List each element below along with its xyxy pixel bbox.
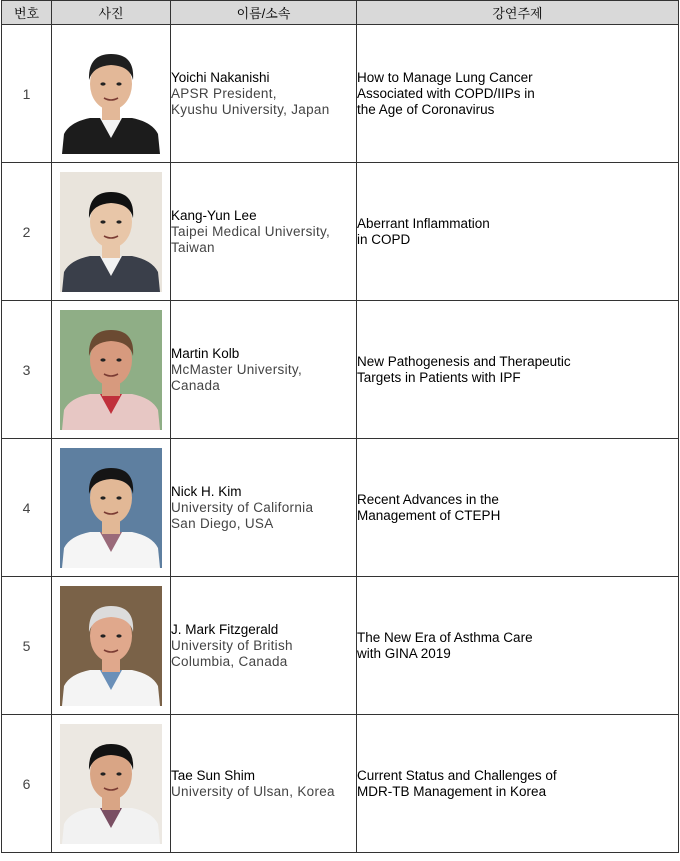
- speaker-affiliation-line: University of British: [171, 637, 293, 653]
- topic-line: Associated with COPD/IIPs in: [357, 85, 535, 101]
- speaker-photo-cell: [52, 301, 171, 439]
- portrait-eye-right: [116, 496, 121, 499]
- speaker-affiliation-line: Taipei Medical University,: [171, 223, 331, 239]
- row-number: 5: [2, 577, 52, 715]
- row-number: 3: [2, 301, 52, 439]
- speaker-photo-cell: [52, 163, 171, 301]
- lecture-topic-cell: [357, 25, 679, 163]
- topic-line: in COPD: [357, 231, 411, 247]
- speaker-name: Kang-Yun Lee: [171, 207, 257, 223]
- table-row: [2, 301, 679, 439]
- speaker-affiliation-line: APSR President,: [171, 85, 277, 101]
- speaker-portrait: [60, 172, 162, 292]
- portrait-eye-left: [100, 634, 105, 637]
- speaker-portrait: [60, 310, 162, 430]
- speaker-photo-cell: [52, 25, 171, 163]
- speaker-portrait: [60, 448, 162, 568]
- portrait-eye-right: [116, 358, 121, 361]
- row-number: 2: [2, 163, 52, 301]
- speaker-name-cell: [171, 301, 357, 439]
- topic-line: New Pathogenesis and Therapeutic: [357, 353, 571, 369]
- portrait-eye-left: [100, 772, 105, 775]
- speaker-name: Nick H. Kim: [171, 483, 242, 499]
- speaker-portrait: [60, 586, 162, 706]
- speaker-name-cell: [171, 163, 357, 301]
- speaker-name: Martin Kolb: [171, 345, 240, 361]
- speaker-affiliation-line: Columbia, Canada: [171, 653, 288, 669]
- lecture-topic-cell: [357, 439, 679, 577]
- speaker-name-cell: [171, 577, 357, 715]
- lecture-topic-cell: [357, 715, 679, 853]
- topic-line: Targets in Patients with IPF: [357, 369, 521, 385]
- speaker-name: J. Mark Fitzgerald: [171, 621, 279, 637]
- topic-line: MDR-TB Management in Korea: [357, 783, 547, 799]
- lecture-topic-cell: [357, 301, 679, 439]
- speaker-photo-cell: [52, 439, 171, 577]
- table-row: [2, 577, 679, 715]
- table-row: [2, 163, 679, 301]
- topic-line: Aberrant Inflammation: [357, 215, 490, 231]
- topic-line: How to Manage Lung Cancer: [357, 69, 533, 85]
- speaker-name-cell: [171, 715, 357, 853]
- speaker-affiliation-line: University of California: [171, 499, 314, 515]
- header-topic: 강연주제: [357, 1, 679, 25]
- speaker-name-cell: [171, 439, 357, 577]
- portrait-eye-left: [100, 358, 105, 361]
- row-number: 4: [2, 439, 52, 577]
- speaker-photo-cell: [52, 715, 171, 853]
- lecture-topic-cell: [357, 577, 679, 715]
- speaker-name: Yoichi Nakanishi: [171, 69, 270, 85]
- speaker-photo-cell: [52, 577, 171, 715]
- speaker-affiliation-line: Canada: [171, 377, 221, 393]
- table-header-row: [2, 1, 679, 25]
- table-row: [2, 25, 679, 163]
- lecture-topic-cell: [357, 163, 679, 301]
- portrait-eye-right: [116, 220, 121, 223]
- header-no: 번호: [2, 1, 52, 25]
- topic-line: Recent Advances in the: [357, 491, 499, 507]
- topic-line: The New Era of Asthma Care: [357, 629, 533, 645]
- table-row: [2, 715, 679, 853]
- portrait-eye-left: [100, 220, 105, 223]
- header-photo: 사진: [52, 1, 171, 25]
- speaker-name: Tae Sun Shim: [171, 767, 256, 783]
- speaker-affiliation-line: Kyushu University, Japan: [171, 101, 330, 117]
- row-number: 1: [2, 25, 52, 163]
- speaker-affiliation-line: McMaster University,: [171, 361, 303, 377]
- speaker-affiliation-line: University of Ulsan, Korea: [171, 783, 335, 799]
- speaker-portrait: [60, 34, 162, 154]
- table-row: [2, 439, 679, 577]
- row-number: 6: [2, 715, 52, 853]
- topic-line: Management of CTEPH: [357, 507, 501, 523]
- portrait-eye-right: [116, 82, 121, 85]
- portrait-eye-right: [116, 634, 121, 637]
- header-name: 이름/소속: [171, 1, 357, 25]
- portrait-eye-left: [100, 82, 105, 85]
- topic-line: the Age of Coronavirus: [357, 101, 495, 117]
- speaker-portrait: [60, 724, 162, 844]
- topic-line: with GINA 2019: [357, 645, 451, 661]
- portrait-eye-right: [116, 772, 121, 775]
- topic-line: Current Status and Challenges of: [357, 767, 557, 783]
- speaker-affiliation-line: Taiwan: [171, 239, 215, 255]
- portrait-eye-left: [100, 496, 105, 499]
- speaker-affiliation-line: San Diego, USA: [171, 515, 274, 531]
- speaker-table: [1, 0, 679, 853]
- speaker-name-cell: [171, 25, 357, 163]
